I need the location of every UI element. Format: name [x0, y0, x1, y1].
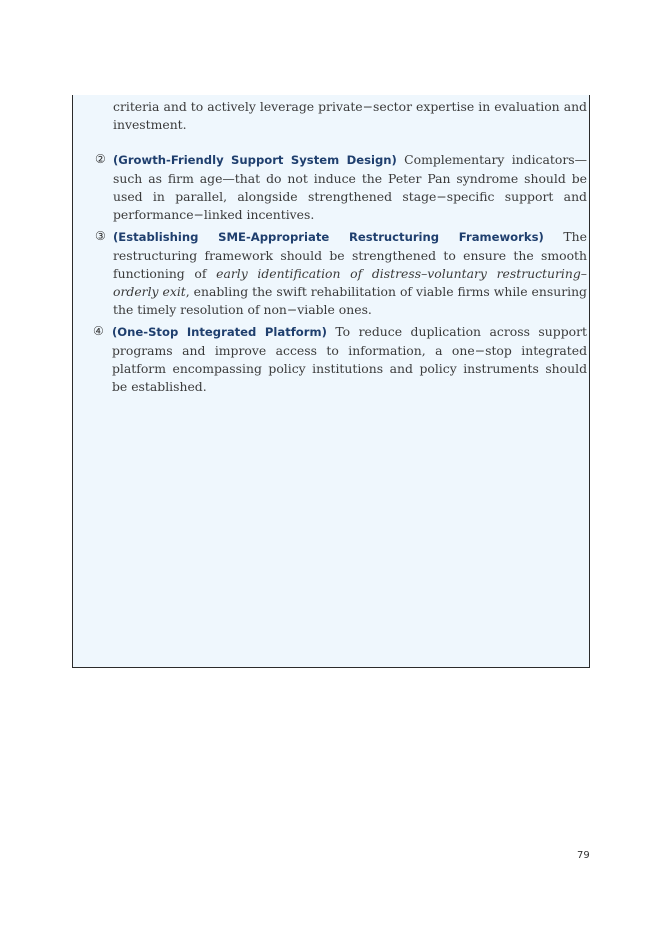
item-marker: ④: [93, 324, 104, 338]
item-text: Complementary indicators—such as firm age—that do not induce the Peter Pan syndrome should be used in parallel, alongside strengthened stage−specific support and performance−linked incentives.: [113, 152, 587, 222]
item-text-emphasis: early identification of distress–voluntary restructuring–orderly exit: [113, 265, 587, 299]
policy-recommendation-box: [72, 95, 590, 668]
item-heading: (Establishing SME-Appropriate Restructuring Frameworks): [113, 230, 544, 244]
item-heading: (Growth-Friendly Support System Design): [113, 153, 397, 167]
item-heading: (One-Stop Integrated Platform): [112, 325, 327, 339]
item-body: [113, 228, 587, 319]
recommendation-item-3: [95, 228, 587, 319]
item-marker: ②: [95, 152, 106, 166]
continuation-paragraph: criteria and to actively leverage private−sector expertise in evaluation and investment.: [113, 99, 587, 132]
item-text: The restructuring framework should be strengthened to ensure the smooth functioning of: [113, 229, 587, 281]
item-marker: ③: [95, 229, 106, 243]
page-number: 79: [577, 850, 590, 861]
item-text: To reduce duplication across support programs and improve access to information, a one−stop integrated platform encompassing policy institutions and policy instruments should be established.: [112, 324, 587, 394]
item-body: [113, 151, 587, 224]
item-text: , enabling the swift rehabilitation of viable firms while ensuring the timely resolution of non−viable ones.: [113, 283, 587, 317]
recommendation-item-2: [95, 151, 587, 224]
item-body: [112, 323, 587, 396]
recommendation-item-4: [93, 323, 587, 396]
